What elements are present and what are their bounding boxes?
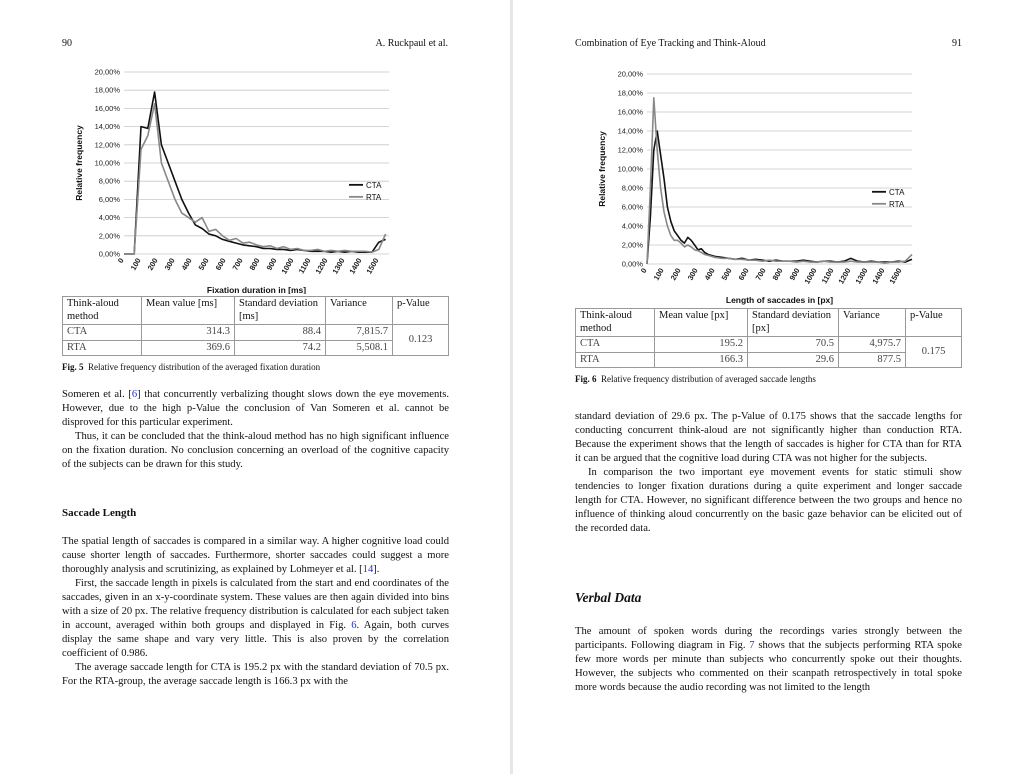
fixation-duration-chart <box>72 62 442 294</box>
text-span: Someren et al. [ <box>62 389 132 400</box>
section-heading: Verbal Data <box>575 590 642 605</box>
table-header-row <box>576 309 962 337</box>
y-tick-label: 0,00% <box>621 259 643 269</box>
table-header-cell: Standard deviation [px] <box>748 309 839 337</box>
text-span: First, the saccade length in pixels is calculated from the start and end coordinates of the saccades, given in an x-y-coordinate system. These values are then again divided into bins with a size of 20 px. The relative frequency distribution is calculated for each subject taken in account, averaged within both groups and displayed in Fig. <box>62 578 449 631</box>
citation-link[interactable]: 14 <box>362 564 374 575</box>
figure-link[interactable]: 7 <box>749 640 755 651</box>
x-tick-label: 500 <box>196 256 211 272</box>
x-tick-label: 900 <box>264 256 279 272</box>
y-tick-label: 8,00% <box>621 183 643 193</box>
saccade-length-chart <box>595 64 965 306</box>
left-page <box>0 0 510 774</box>
x-tick-label: 900 <box>787 266 802 282</box>
body-text-top <box>575 410 962 536</box>
x-tick-label: 1000 <box>802 266 819 286</box>
x-tick-label: 1500 <box>887 266 904 286</box>
table-cell: 88.4 <box>235 325 326 341</box>
y-tick-label: 12,00% <box>617 145 643 155</box>
table-cell: 70.5 <box>748 337 839 353</box>
body-text-top <box>62 388 449 472</box>
x-tick-label: 1400 <box>347 256 364 276</box>
table-header-cell: Think-aloud method <box>63 297 142 325</box>
table-cell: 74.2 <box>235 340 326 356</box>
body-text-bottom <box>575 625 962 695</box>
table-cell: 4,975.7 <box>839 337 906 353</box>
table-cell: RTA <box>576 352 655 368</box>
x-tick-label: 100 <box>128 256 143 272</box>
x-tick-label: 1300 <box>853 266 870 286</box>
x-tick-label: 600 <box>213 256 228 272</box>
table-cell: 195.2 <box>655 337 748 353</box>
paragraph <box>575 625 962 695</box>
y-tick-label: 4,00% <box>621 221 643 231</box>
x-axis-title: Fixation duration in [ms] <box>206 285 307 294</box>
chart-svg <box>595 64 965 306</box>
legend-label: RTA <box>889 199 905 209</box>
x-tick-label: 600 <box>736 266 751 282</box>
text-span: The spatial length of saccades is compared in a similar way. A higher cognitive load could cause shorter length of saccades. Furthermore, shorter saccades could suggest a more thoroughly analysis and scrutinizing, as explained by Lohmeyer et al. [ <box>62 536 449 575</box>
table-cell: 369.6 <box>142 340 235 356</box>
paragraph: In comparison the two important eye movement events for static stimuli show tendencies to longer fixation durations during a quite experiment and longer saccade length for CTA. However, no significant difference between the two groups and hence no influence of thinking aloud concurrently on the basic gaze behavior can be elicited out of the recorded data. <box>575 467 962 534</box>
right-page <box>513 0 1024 774</box>
x-tick-label: 1500 <box>364 256 381 276</box>
p-value-cell: 0.123 <box>393 325 449 356</box>
table-row <box>576 337 962 353</box>
legend-label: CTA <box>366 180 382 190</box>
page-number: 90 <box>62 38 72 49</box>
legend-label: CTA <box>889 187 905 197</box>
running-head: Combination of Eye Tracking and Think-Aloud <box>575 38 766 49</box>
paragraph <box>62 535 449 577</box>
table-row <box>576 352 962 368</box>
x-tick-label: 1100 <box>296 256 313 276</box>
chart-svg <box>72 62 442 294</box>
table-header-cell: Think-aloud method <box>576 309 655 337</box>
y-tick-label: 16,00% <box>94 103 120 113</box>
table-header-cell: Variance <box>326 297 393 325</box>
y-tick-label: 18,00% <box>94 85 120 95</box>
x-tick-label: 300 <box>162 256 177 272</box>
y-tick-label: 20,00% <box>617 69 643 79</box>
figure-link[interactable]: 6 <box>351 620 357 631</box>
y-tick-label: 2,00% <box>98 231 120 241</box>
table-cell: 5,508.1 <box>326 340 393 356</box>
table-row <box>63 325 449 341</box>
table-header-cell: p-Value <box>906 309 962 337</box>
y-tick-label: 14,00% <box>617 126 643 136</box>
x-tick-label: 700 <box>230 256 245 272</box>
text-span: ]. <box>373 564 380 575</box>
text-span: The amount of spoken words during the recordings varies strongly between the participants. Following diagram in Fig. <box>575 626 962 651</box>
citation-link[interactable]: 6 <box>131 389 138 400</box>
y-axis-title: Relative frequency <box>74 125 84 201</box>
table-header-row <box>63 297 449 325</box>
x-tick-label: 300 <box>685 266 700 282</box>
table-row <box>63 340 449 356</box>
series-line-cta <box>124 92 386 254</box>
y-tick-label: 20,00% <box>94 67 120 77</box>
x-tick-label: 500 <box>719 266 734 282</box>
table-header-cell: p-Value <box>393 297 449 325</box>
caption-text: Relative frequency distribution of averaged saccade lengths <box>601 374 816 384</box>
paragraph <box>62 388 449 430</box>
y-tick-label: 6,00% <box>621 202 643 212</box>
x-tick-label: 700 <box>753 266 768 282</box>
x-tick-label: 0 <box>638 266 649 275</box>
x-tick-label: 1400 <box>870 266 887 286</box>
saccade-table <box>575 308 962 368</box>
x-tick-label: 1100 <box>819 266 836 286</box>
table-cell: 29.6 <box>748 352 839 368</box>
legend-label: RTA <box>366 192 382 202</box>
y-tick-label: 4,00% <box>98 213 120 223</box>
table-header-cell: Standard deviation [ms] <box>235 297 326 325</box>
section-heading: Saccade Length <box>62 507 137 519</box>
table-header-cell: Variance <box>839 309 906 337</box>
x-tick-label: 400 <box>179 256 194 272</box>
y-tick-label: 10,00% <box>94 158 120 168</box>
figure-caption <box>575 374 816 384</box>
table-cell: 314.3 <box>142 325 235 341</box>
y-tick-label: 2,00% <box>621 240 643 250</box>
x-tick-label: 1300 <box>330 256 347 276</box>
x-tick-label: 800 <box>247 256 262 272</box>
table-cell: 877.5 <box>839 352 906 368</box>
series-line-cta <box>647 131 912 264</box>
y-tick-label: 10,00% <box>617 164 643 174</box>
x-tick-label: 1000 <box>279 256 296 276</box>
text-span: . Again, both curves display the same shape and vary very little. This is also proven by the correlation coefficient of 0.986. <box>62 620 450 659</box>
fixation-table <box>62 296 449 356</box>
x-tick-label: 400 <box>702 266 717 282</box>
y-tick-label: 12,00% <box>94 140 120 150</box>
paragraph: Thus, it can be concluded that the think-aloud method has no high significant influence on the fixation duration. No conclusion concerning an overload of the cognitive capacity of the subjects can be drawn for this study. <box>62 431 449 470</box>
paragraph: standard deviation of 29.6 px. The p-Value of 0.175 shows that the saccade lengths for conducting concurrent think-aloud are not significantly higher than conduction RTA. Because the experiment shows that the length of saccades is higher for CTA than for RTA it can be argued that the cognitive load during CTA was not higher for the subjects. <box>575 411 962 464</box>
x-tick-label: 200 <box>668 266 683 282</box>
y-tick-label: 8,00% <box>98 176 120 186</box>
text-span: shows that the subjects performing RTA spoke few more words per minute than subjects who concurrently spoke out their thoughts. However, the subjects who commented on their scanpath retrospectively in total spoke more words because the audio recording was not limited to the length <box>575 640 962 693</box>
paragraph: The average saccade length for CTA is 195.2 px with the standard deviation of 70.5 px. For the RTA-group, the average saccade length is 166.3 px with the <box>62 662 449 687</box>
table-header-cell: Mean value [ms] <box>142 297 235 325</box>
x-tick-label: 100 <box>651 266 666 282</box>
y-tick-label: 16,00% <box>617 107 643 117</box>
caption-text: Relative frequency distribution of the averaged fixation duration <box>88 362 321 372</box>
caption-label: Fig. 6 <box>575 374 597 384</box>
x-tick-label: 0 <box>115 256 126 265</box>
page-number: 91 <box>952 38 962 49</box>
x-tick-label: 200 <box>145 256 160 272</box>
table-cell: 166.3 <box>655 352 748 368</box>
y-axis-title: Relative frequency <box>597 131 607 207</box>
y-tick-label: 0,00% <box>98 249 120 259</box>
y-tick-label: 6,00% <box>98 194 120 204</box>
x-tick-label: 1200 <box>836 266 853 286</box>
text-span: ] that concurrently verbalizing thought slows down the eye movements. However, due to the high p-Value the conclusion of Van Someren et al. cannot be disproved for this particular experiment. <box>62 389 449 428</box>
caption-label: Fig. 5 <box>62 362 84 372</box>
table-header-cell: Mean value [px] <box>655 309 748 337</box>
p-value-cell: 0.175 <box>906 337 962 368</box>
x-axis-title: Length of saccades in [px] <box>725 295 834 305</box>
table-cell: 7,815.7 <box>326 325 393 341</box>
paragraph <box>62 577 449 661</box>
table-cell: RTA <box>63 340 142 356</box>
y-tick-label: 18,00% <box>617 88 643 98</box>
table-cell: CTA <box>63 325 142 341</box>
x-tick-label: 800 <box>770 266 785 282</box>
table-cell: CTA <box>576 337 655 353</box>
running-head: A. Ruckpaul et al. <box>375 38 448 49</box>
y-tick-label: 14,00% <box>94 122 120 132</box>
figure-caption <box>62 362 320 372</box>
body-text-bottom <box>62 535 449 689</box>
x-tick-label: 1200 <box>313 256 330 276</box>
